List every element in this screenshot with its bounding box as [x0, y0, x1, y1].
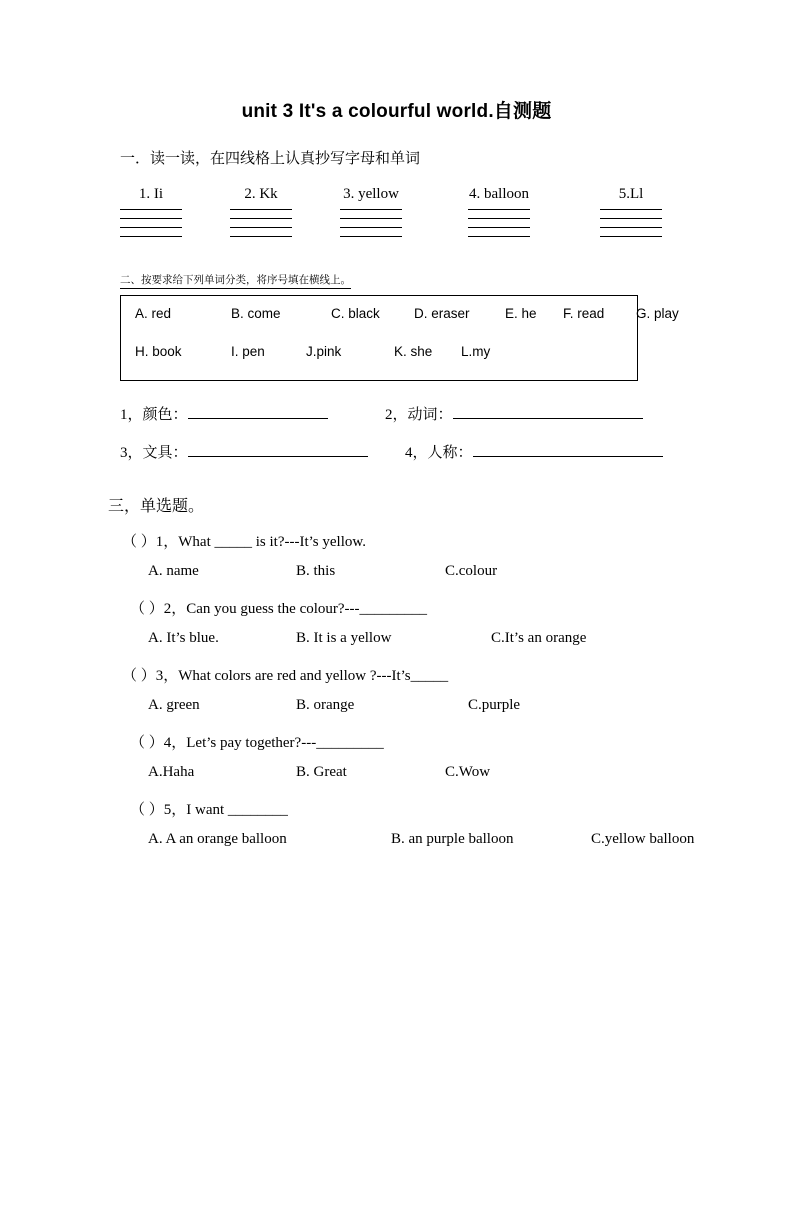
copy-item-1 [120, 186, 182, 237]
option-b[interactable]: B. Great [296, 764, 347, 780]
question-stem: （ ）5，I want ________ [130, 802, 288, 818]
option-c[interactable]: C.yellow balloon [591, 831, 695, 847]
category-label: 1，颜色： [120, 403, 328, 424]
stave-line [340, 227, 402, 228]
word-bank-box [120, 295, 679, 381]
question-1 [60, 530, 733, 583]
word-option: G. play [636, 306, 679, 321]
stave-line [230, 236, 292, 237]
stave-line [468, 209, 530, 210]
section-3-heading: 三，单选题。 [108, 498, 205, 515]
copy-item-4 [468, 186, 530, 237]
word-option: K. she [394, 344, 433, 359]
option-c[interactable]: C.purple [468, 697, 521, 713]
section-1-heading: 一．读一读，在四线格上认真抄写字母和单词 [120, 151, 421, 167]
question-stem: （ ）2，Can you guess the colour?---_________ [130, 601, 428, 617]
stave-line [340, 236, 402, 237]
copy-item-3 [340, 186, 402, 237]
word-option: I. pen [231, 344, 265, 359]
four-line-stave [468, 209, 530, 237]
question-3 [60, 664, 733, 717]
option-c[interactable]: C.colour [445, 563, 498, 579]
copy-practice-row [120, 186, 733, 256]
classification-row-2 [120, 441, 733, 479]
page-title: unit 3 It's a colourful world.自测题 [241, 101, 552, 122]
question-4 [60, 731, 733, 784]
stave-line [600, 218, 662, 219]
word-bank-line-2 [131, 344, 627, 368]
word-option: B. come [231, 306, 281, 321]
word-option: E. he [505, 306, 537, 321]
worksheet-page [0, 96, 793, 1218]
stave-line [120, 236, 182, 237]
stave-line [468, 236, 530, 237]
stave-line [120, 227, 182, 228]
option-b[interactable]: B. orange [296, 697, 355, 713]
question-stem: （ ）3，What colors are red and yellow ?---It’s_____ [122, 668, 449, 684]
stave-line [468, 227, 530, 228]
question-stem: （ ）4，Let’s pay together?---_________ [130, 735, 384, 751]
stave-line [230, 227, 292, 228]
question-options [148, 630, 733, 650]
word-option: C. black [331, 306, 380, 321]
answer-blank[interactable] [473, 456, 663, 457]
copy-item-2 [230, 186, 292, 237]
answer-blank[interactable] [453, 418, 643, 419]
stave-line [230, 218, 292, 219]
answer-blank[interactable] [188, 418, 328, 419]
option-a[interactable]: A. It’s blue. [148, 630, 219, 646]
stave-line [600, 209, 662, 210]
question-options [148, 831, 733, 851]
copy-item-5 [600, 186, 662, 237]
question-stem: （ ）1，What _____ is it?---It’s yellow. [122, 534, 366, 550]
option-a[interactable]: A.Haha [148, 764, 195, 780]
classification-answers [120, 403, 733, 479]
question-options [148, 697, 733, 717]
stave-line [340, 209, 402, 210]
word-option: L.my [461, 344, 491, 359]
word-option: J.pink [306, 344, 342, 359]
stave-line [468, 218, 530, 219]
question-5 [60, 798, 733, 851]
copy-item-label: 2. Kk [244, 186, 278, 202]
copy-item-label: 5.Ll [618, 186, 644, 202]
stave-line [600, 227, 662, 228]
word-option: D. eraser [414, 306, 470, 321]
four-line-stave [120, 209, 182, 237]
option-c[interactable]: C.It’s an orange [491, 630, 587, 646]
stave-line [340, 218, 402, 219]
category-label: 2，动词： [385, 403, 643, 424]
word-option: H. book [135, 344, 182, 359]
question-options [148, 764, 733, 784]
word-bank-line-1 [131, 306, 679, 330]
stave-line [120, 209, 182, 210]
copy-item-label: 1. Ii [138, 186, 164, 202]
option-b[interactable]: B. this [296, 563, 336, 579]
four-line-stave [230, 209, 292, 237]
option-a[interactable]: A. name [148, 563, 199, 579]
word-option: A. red [135, 306, 172, 321]
stave-line [600, 236, 662, 237]
four-line-stave [600, 209, 662, 237]
category-label: 4，人称： [405, 441, 663, 462]
category-label: 3，文具： [120, 441, 368, 462]
option-b[interactable]: B. an purple balloon [391, 831, 514, 847]
four-line-stave [340, 209, 402, 237]
word-option: F. read [563, 306, 605, 321]
copy-item-label: 3. yellow [343, 186, 399, 202]
option-a[interactable]: A. A an orange balloon [148, 831, 287, 847]
stave-line [230, 209, 292, 210]
option-c[interactable]: C.Wow [445, 764, 491, 780]
stave-line [120, 218, 182, 219]
copy-item-label: 4. balloon [469, 186, 529, 202]
section-2-heading: 二、按要求给下列单词分类，将序号填在横线上。 [120, 272, 351, 289]
option-b[interactable]: B. It is a yellow [296, 630, 392, 646]
option-a[interactable]: A. green [148, 697, 200, 713]
question-options [148, 563, 733, 583]
question-2 [60, 597, 733, 650]
classification-row-1 [120, 403, 733, 441]
answer-blank[interactable] [188, 456, 368, 457]
